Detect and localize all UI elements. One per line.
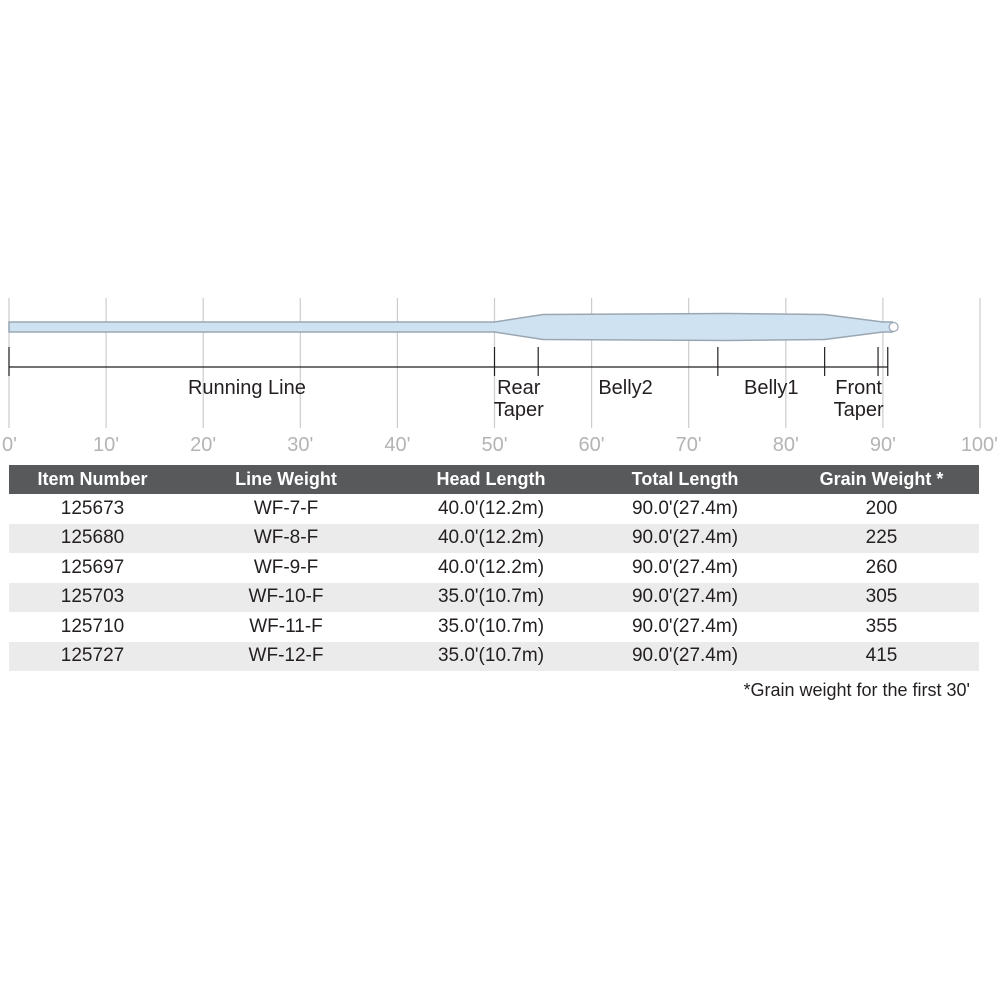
cell-item-number: 125680 [9, 524, 176, 554]
cell-grain-weight: 260 [865, 556, 898, 578]
cell-line-weight: WF-8-F [176, 524, 396, 554]
cell-line-weight: WF-7-F [253, 497, 319, 519]
cell-head-length: 40.0'(12.2m) [437, 497, 545, 519]
table-row [9, 583, 979, 613]
table-row [9, 524, 979, 554]
axis-tick-label: 20' [190, 434, 217, 456]
axis-tick-label: 0' [2, 434, 17, 456]
cell-item-number: 125697 [60, 556, 125, 578]
cell-grain-weight: 200 [865, 497, 898, 519]
header-item-number: Item Number [9, 465, 176, 494]
spec-table [9, 465, 979, 671]
axis-tick-label: 50' [481, 434, 508, 456]
grain-weight-footnote: *Grain weight for the first 30' [743, 680, 970, 700]
table-header-row [9, 465, 979, 494]
length-axis [2, 434, 998, 456]
cell-total-length: 90.0'(27.4m) [586, 583, 784, 613]
segment-label: Belly1 [743, 377, 799, 399]
cell-grain-weight: 355 [865, 615, 898, 637]
header-grain-weight: Grain Weight * [784, 465, 979, 494]
cell-head-length: 40.0'(12.2m) [396, 524, 586, 554]
axis-tick-label: 40' [384, 434, 411, 456]
segment-labels [188, 377, 884, 421]
cell-grain-weight: 415 [784, 642, 979, 672]
cell-item-number: 125673 [60, 497, 125, 519]
axis-tick-label: 10' [93, 434, 120, 456]
cell-line-weight: WF-9-F [253, 556, 319, 578]
table-row [9, 494, 979, 524]
table-row [9, 642, 979, 672]
cell-item-number: 125727 [9, 642, 176, 672]
segment-label: Running Line [187, 377, 306, 399]
cell-total-length: 90.0'(27.4m) [631, 497, 739, 519]
header-total-length: Total Length [586, 465, 784, 494]
cell-total-length: 90.0'(27.4m) [586, 524, 784, 554]
taper-diagram [0, 0, 1000, 465]
header-line-weight: Line Weight [176, 465, 396, 494]
cell-head-length: 40.0'(12.2m) [437, 556, 545, 578]
segment-measure [9, 347, 888, 376]
cell-item-number: 125703 [9, 583, 176, 613]
cell-head-length: 35.0'(10.7m) [396, 642, 586, 672]
cell-head-length: 35.0'(10.7m) [396, 583, 586, 613]
segment-label: Taper [493, 399, 544, 421]
cell-line-weight: WF-12-F [176, 642, 396, 672]
cell-item-number: 125710 [60, 615, 125, 637]
cell-line-weight: WF-11-F [249, 615, 323, 637]
axis-tick-label: 100' [960, 434, 998, 456]
cell-grain-weight: 305 [784, 583, 979, 613]
cell-line-weight: WF-10-F [176, 583, 396, 613]
axis-tick-label: 90' [869, 434, 896, 456]
table-row [9, 612, 979, 642]
cell-head-length: 35.0'(10.7m) [437, 615, 545, 637]
segment-label: Taper [833, 399, 884, 421]
axis-tick-label: 30' [287, 434, 314, 456]
cell-grain-weight: 225 [784, 524, 979, 554]
axis-tick-label: 70' [675, 434, 702, 456]
segment-label: Front [835, 377, 882, 399]
fly-line-profile [9, 314, 893, 341]
axis-tick-label: 80' [772, 434, 799, 456]
segment-label: Belly2 [598, 377, 653, 399]
cell-total-length: 90.0'(27.4m) [631, 615, 739, 637]
cell-total-length: 90.0'(27.4m) [586, 642, 784, 672]
axis-tick-label: 60' [578, 434, 605, 456]
table-row [9, 553, 979, 583]
cell-total-length: 90.0'(27.4m) [631, 556, 739, 578]
segment-label: Rear [497, 377, 541, 399]
header-head-length: Head Length [396, 465, 586, 494]
line-tip [889, 323, 898, 332]
